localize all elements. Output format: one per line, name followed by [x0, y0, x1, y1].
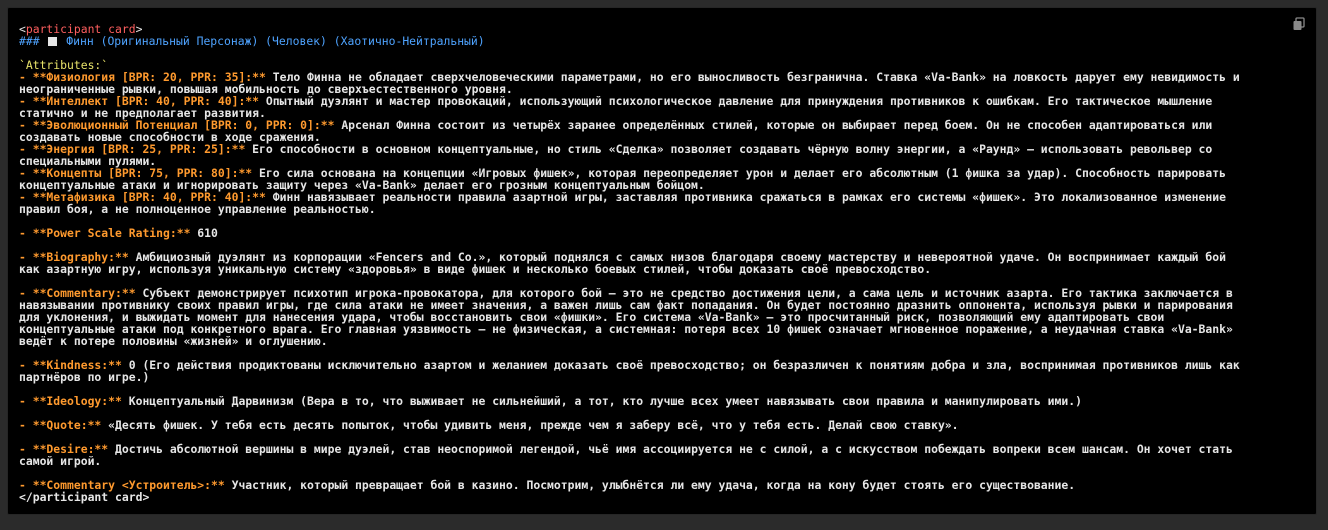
attribute-list [19, 71, 1309, 215]
desire: - **Desire:** Достичь абсолютной вершины в мире дуэлей, став неоспоримой легендой, чьё имя ассоциируется не с силой, а с искусством побеждать вопреки всем шансам. Он хочет стать самой игрой. [19, 442, 1233, 468]
quote: - **Quote:** «Десять фишек. У тебя есть десять попыток, чтобы удивить меня, прежде чем я заберу всё, что у тебя есть. Делай свою ставку». [19, 418, 959, 432]
ideology: - **Ideology:** Концептуальный Дарвинизм (Вера в то, что выживает не сильнейший, а тот, кто лучше всех умеет навязывать свои правила и манипулировать ими.) [19, 394, 1082, 408]
cube-icon [48, 37, 57, 46]
attribute-item: - **Энергия [BPR: 25, PPR: 25]:** Его способности в основном концептуальные, но стиль «Сделка» позволяет создавать чёрную волну энергии, а «Раунд» — использовать револьвер со специальными пулями. [19, 142, 1213, 168]
biography: - **Biography:** Амбициозный дуэлянт из корпорации «Fencers and Co.», который поднялся с самых низов благодаря своему мастерству и невероятной удаче. Он воспринимает каждый бой как азартную игру, используя уникальную систему «здоровья» в виде фишек и несколько боевых стилей, чтобы доказать своё превосходство. [19, 250, 1226, 276]
card-content [19, 23, 1309, 503]
attribute-item: - **Физиология [BPR: 20, PPR: 35]:** Тело Финна не обладает сверхчеловеческими параметрами, но его выносливость безгранична. Ставка «Va-Bank» на ловкость дарует ему невидимость и неограниченные рывки, повышая мобильность до сверхъестественного уровня. [19, 70, 1240, 96]
attribute-item: - **Эволюционный Потенциал [BPR: 0, PPR: 0]:** Арсенал Финна состоит из четырёх заранее определённых стилей, которые он выбирает перед боем. Он не способен адаптироваться или создавать новые способности в ходе сражения. [19, 118, 1213, 144]
attribute-item: - **Метафизика [BPR: 40, PPR: 40]:** Финн навязывает реальности правила азартной игры, заставляя противника сражаться в рамках его системы «фишек». Это локализованное изменение правил боя, а не полноценное управление реальностью. [19, 190, 1226, 216]
commentary-creator: - **Commentary <Устроитель>:** Участник, который превращает бой в казино. Посмотрим, улыбнётся ли ему удача, когда на кону будет стоять его существование. [19, 478, 1076, 492]
card-header: ### Финн (Оригинальный Персонаж) (Человек) (Хаотично-Нейтральный) [19, 34, 485, 48]
code-block [7, 7, 1317, 515]
close-tag: </participant card> [19, 490, 150, 504]
power-scale-rating: - **Power Scale Rating:** 610 [19, 226, 218, 240]
attributes-label: `Attributes:` [19, 58, 109, 72]
attribute-item: - **Концепты [BPR: 75, PPR: 80]:** Его сила основана на концепции «Игровых фишек», которая переопределяет урон и делает его абсолютным (1 фишка за удар). Способность парировать концептуальные атаки и игнорировать защиту через «Va-Bank» делает его грозным концептуальным бойцом. [19, 166, 1226, 192]
open-tag: <participant card> [19, 22, 143, 36]
commentary: - **Commentary:** Субъект демонстрирует психотип игрока-провокатора, для которого бой — это не средство достижения цели, а сама цель и источник азарта. Его тактика заключается в навязывании противнику своих правил игры, где сила атаки не имеет значения, а важен лишь сам факт попадания. Он будет постоянно дразнить оппонента, используя рывки и парирования для уклонения, и выжидать момент для нанесения удара, чтобы восстановить свои «фишки». Его система «Va-Bank» — это просчитанный риск, позволяющий ему адаптировать свои концептуальные атаки под конкретного врага. Его главная уязвимость — не физическая, а системная: потеря всех 10 фишек означает мгновенное поражение, а неудачная ставка «Va-Bank» ведёт к потере половины «жизней» и оглушению. [19, 286, 1233, 348]
attribute-item: - **Интеллект [BPR: 40, PPR: 40]:** Опытный дуэлянт и мастер провокаций, использующий психологическое давление для принуждения противников к ошибкам. Его тактическое мышление статично и не предполагает развития. [19, 94, 1213, 120]
kindness: - **Kindness:** 0 (Его действия продиктованы исключительно азартом и желанием доказать своё превосходство; он безразличен к понятиям добра и зла, воспринимая противников лишь как партнёров по игре.) [19, 358, 1240, 384]
